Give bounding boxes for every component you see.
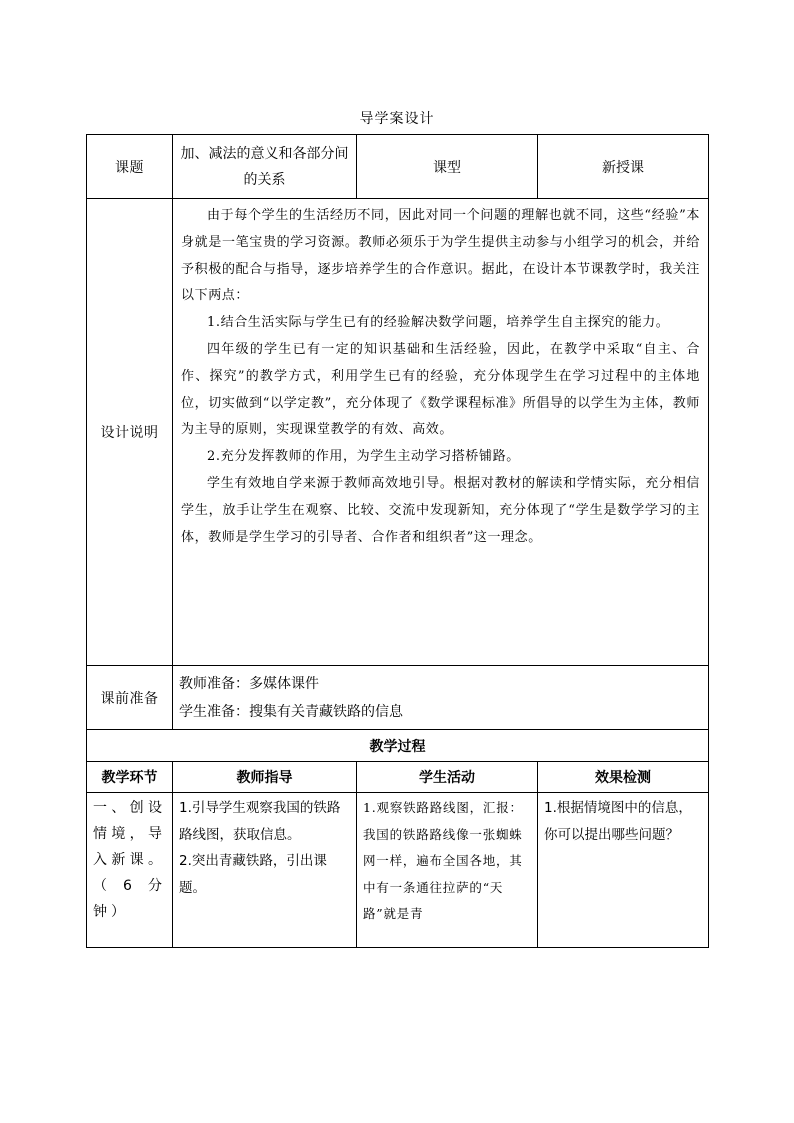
process-row: [87, 793, 709, 948]
design-paragraph: 学生有效地自学来源于教师高效地引导。根据对教材的解读和学情实际，充分相信学生，放手让学生在观察、比较、交流中发现新知，充分体现了“学生是数学学习的主体，教师是学生学习的引导者、合作者和组织者”这一理念。: [181, 475, 700, 545]
design-paragraph: 四年级的学生已有一定的知识基础和生活经验，因此，在教学中采取“自主、合作、探究”的教学方式，利用学生已有的经验，充分体现学生在学习过程中的主体地位，切实做到“以学定教”，充分体现了《数学课程标准》所倡导的以学生为主体，教师为主导的原则，实现课堂教学的有效、高效。: [181, 341, 700, 438]
process-header-row: [87, 762, 709, 793]
stage-cell: 一、创设情境，导入新课。（6分钟）: [87, 793, 173, 948]
design-row: [87, 199, 709, 666]
process-title: 教学过程: [87, 730, 709, 762]
header-teacher: 教师指导: [173, 762, 357, 793]
header-stage: 教学环节: [87, 762, 173, 793]
prep-content: [173, 666, 709, 730]
design-description: [173, 199, 709, 666]
design-paragraph: 2.充分发挥教师的作用，为学生主动学习搭桥铺路。: [207, 449, 520, 465]
page-title: 导学案设计: [359, 111, 435, 127]
teacher-guidance-item: 1.引导学生观察我国的铁路路线图，获取信息。: [179, 800, 341, 843]
process-title-row: [87, 730, 709, 762]
lesson-plan-table: [86, 134, 709, 948]
design-paragraph: 由于每个学生的生活经历不同，因此对同一个问题的理解也就不同，这些“经验”本身就是一笔宝贵的学习资源。教师必须乐于为学生提供主动参与小组学习的机会，并给予积极的配合与指导，逐步培养学生的合作意识。据此，在设计本节课教学时，我关注以下两点：: [181, 208, 700, 304]
design-label: 设计说明: [87, 199, 173, 666]
topic-row: [87, 135, 709, 199]
student-activity-cell: 1.观察铁路路线图，汇报：我国的铁路路线像一张蜘蛛网一样，遍布全国各地，其中有一条通往拉萨的“天路”就是青: [357, 793, 538, 948]
header-check: 效果检测: [538, 762, 709, 793]
student-prep: 学生准备：搜集有关青藏铁路的信息: [179, 703, 403, 720]
topic-label: 课题: [87, 135, 173, 199]
topic-value: 加、减法的意义和各部分间的关系: [173, 135, 357, 199]
prep-label: 课前准备: [87, 666, 173, 730]
teacher-guidance-item: 2.突出青藏铁路，引出课题。: [179, 853, 327, 896]
design-paragraph: 1.结合生活实际与学生已有的经验解决数学问题，培养学生自主探究的能力。: [207, 315, 670, 331]
lesson-type-label: 课型: [357, 135, 538, 199]
teacher-guidance-cell: [173, 793, 357, 948]
lesson-type-value: 新授课: [538, 135, 709, 199]
prep-row: [87, 666, 709, 730]
effect-check-cell: 1.根据情境图中的信息，你可以提出哪些问题？: [538, 793, 709, 948]
teacher-prep: 教师准备：多媒体课件: [179, 675, 319, 692]
header-student: 学生活动: [357, 762, 538, 793]
